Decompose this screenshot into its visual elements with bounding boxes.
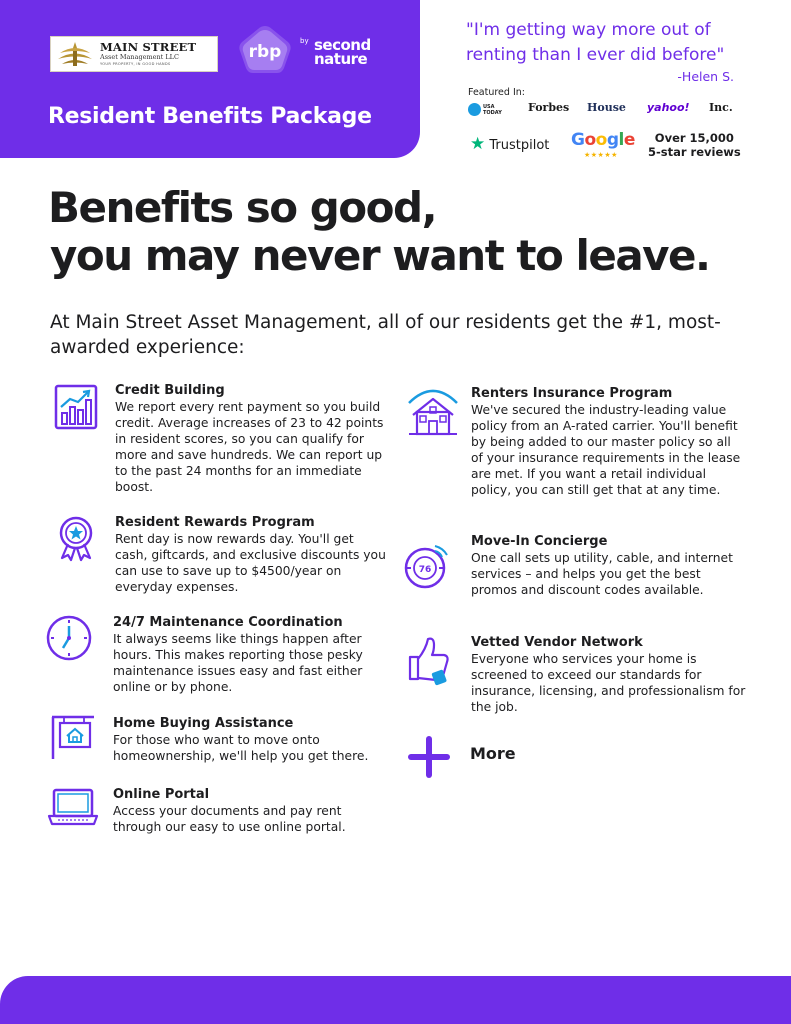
thumbs-up-icon (402, 633, 452, 687)
benefit-move-in-concierge (471, 533, 746, 598)
rbp-label: rbp (248, 42, 282, 62)
page-headline (48, 184, 710, 280)
partner-logo (314, 38, 371, 66)
headline-line2: you may never want to leave. (50, 231, 710, 280)
chart-icon (52, 383, 100, 431)
more-label: More (470, 744, 516, 763)
testimonial-author: -Helen S. (677, 69, 734, 84)
trustpilot-logo (470, 134, 549, 154)
forbes-logo: Forbes (528, 101, 570, 114)
usa-today-logo: USA TODAY (483, 104, 502, 116)
google-stars-icon: ★★★★★ (584, 151, 618, 159)
house-logo: House (587, 101, 626, 114)
company-subname: Asset Management LLC (100, 53, 179, 62)
trustpilot-label: Trustpilot (489, 138, 550, 153)
footer-bar (0, 976, 791, 1024)
benefit-text: Access your documents and pay rent through our easy to use online portal. (113, 804, 346, 834)
benefit-title: Move-In Concierge (471, 534, 608, 549)
yahoo-logo: yahoo! (647, 101, 690, 114)
benefit-title: 24/7 Maintenance Coordination (113, 615, 343, 630)
partner-name-line2: nature (314, 50, 368, 68)
usa-today-icon (468, 103, 481, 116)
reviews-line2: 5-star reviews (648, 145, 741, 159)
testimonial-quote (466, 18, 724, 68)
plus-icon (408, 736, 450, 778)
benefit-renters-insurance (471, 385, 746, 498)
quote-line1: "I'm getting way more out of (466, 20, 711, 40)
partner-by: by (300, 37, 309, 45)
trustpilot-star-icon: ★ (470, 134, 486, 154)
phone-dial-icon (401, 542, 451, 592)
company-name: MAIN STREET (100, 39, 197, 54)
header-banner (0, 0, 420, 158)
headline-line1: Benefits so good, (48, 183, 437, 232)
benefit-home-buying (113, 715, 388, 764)
inc-logo: Inc. (709, 101, 733, 114)
quote-line2: renting than I ever did before" (466, 45, 725, 65)
insured-house-icon (405, 385, 461, 441)
company-logo (50, 36, 218, 72)
benefit-title: Resident Rewards Program (115, 515, 315, 530)
company-tagline: YOUR PROPERTY, IN GOOD HANDS (100, 61, 171, 66)
benefit-text: It always seems like things happen after hours. This makes reporting those pesky maintenance issues easy and fast either online or by phone. (113, 632, 363, 694)
intro-text: At Main Street Asset Management, all of our residents get the #1, most-awarded experience: (50, 312, 721, 358)
reviews-line1: Over 15,000 (654, 131, 734, 145)
benefit-online-portal (113, 786, 388, 835)
banner-title: Resident Benefits Package (48, 104, 372, 129)
benefit-text: We report every rent payment so you build credit. Average increases of 23 to 42 points in resident scores, so you can qualify for more and save hundreds. We can report up to the past 24 months for an immediate boost. (115, 400, 384, 494)
rbp-logo-icon (236, 24, 294, 76)
partner-name-line1: second (314, 36, 371, 54)
benefit-title: Vetted Vendor Network (471, 635, 643, 650)
benefit-credit-building (115, 382, 390, 495)
featured-label: Featured In: (468, 87, 525, 98)
benefit-title: Credit Building (115, 383, 225, 398)
benefit-title: Renters Insurance Program (471, 386, 673, 401)
benefit-title: Online Portal (113, 787, 210, 802)
benefit-title: Home Buying Assistance (113, 716, 294, 731)
benefit-text: We've secured the industry-leading value policy from an A-rated carrier. You'll benefit by being added to our master policy so all of your insurance requirements in the lease are met. If you want a retail individual policy, you can still get that at any time. (471, 403, 741, 497)
clock-icon (45, 614, 93, 662)
reviews-count (648, 131, 741, 159)
laptop-icon (46, 782, 100, 830)
award-ribbon-icon (52, 514, 100, 562)
benefit-vetted-vendor (471, 634, 746, 715)
logo-emblem-icon (54, 39, 96, 69)
google-logo: Google (571, 130, 635, 150)
svg-text:76: 76 (418, 565, 432, 575)
benefit-text: Everyone who services your home is screened to exceed our standards for insurance, licensing, and professionalism for the job. (471, 652, 746, 714)
house-sign-icon (48, 713, 96, 761)
benefit-text: For those who want to move onto homeownership, we'll help you get there. (113, 733, 369, 763)
benefit-maintenance (113, 614, 388, 695)
benefit-text: Rent day is now rewards day. You'll get cash, giftcards, and exclusive discounts you can use to save up to $4500/year on everyday expenses. (115, 532, 386, 594)
benefit-resident-rewards (115, 514, 390, 595)
benefit-text: One call sets up utility, cable, and internet services – and helps you get the best promos and discount codes available. (471, 551, 733, 597)
